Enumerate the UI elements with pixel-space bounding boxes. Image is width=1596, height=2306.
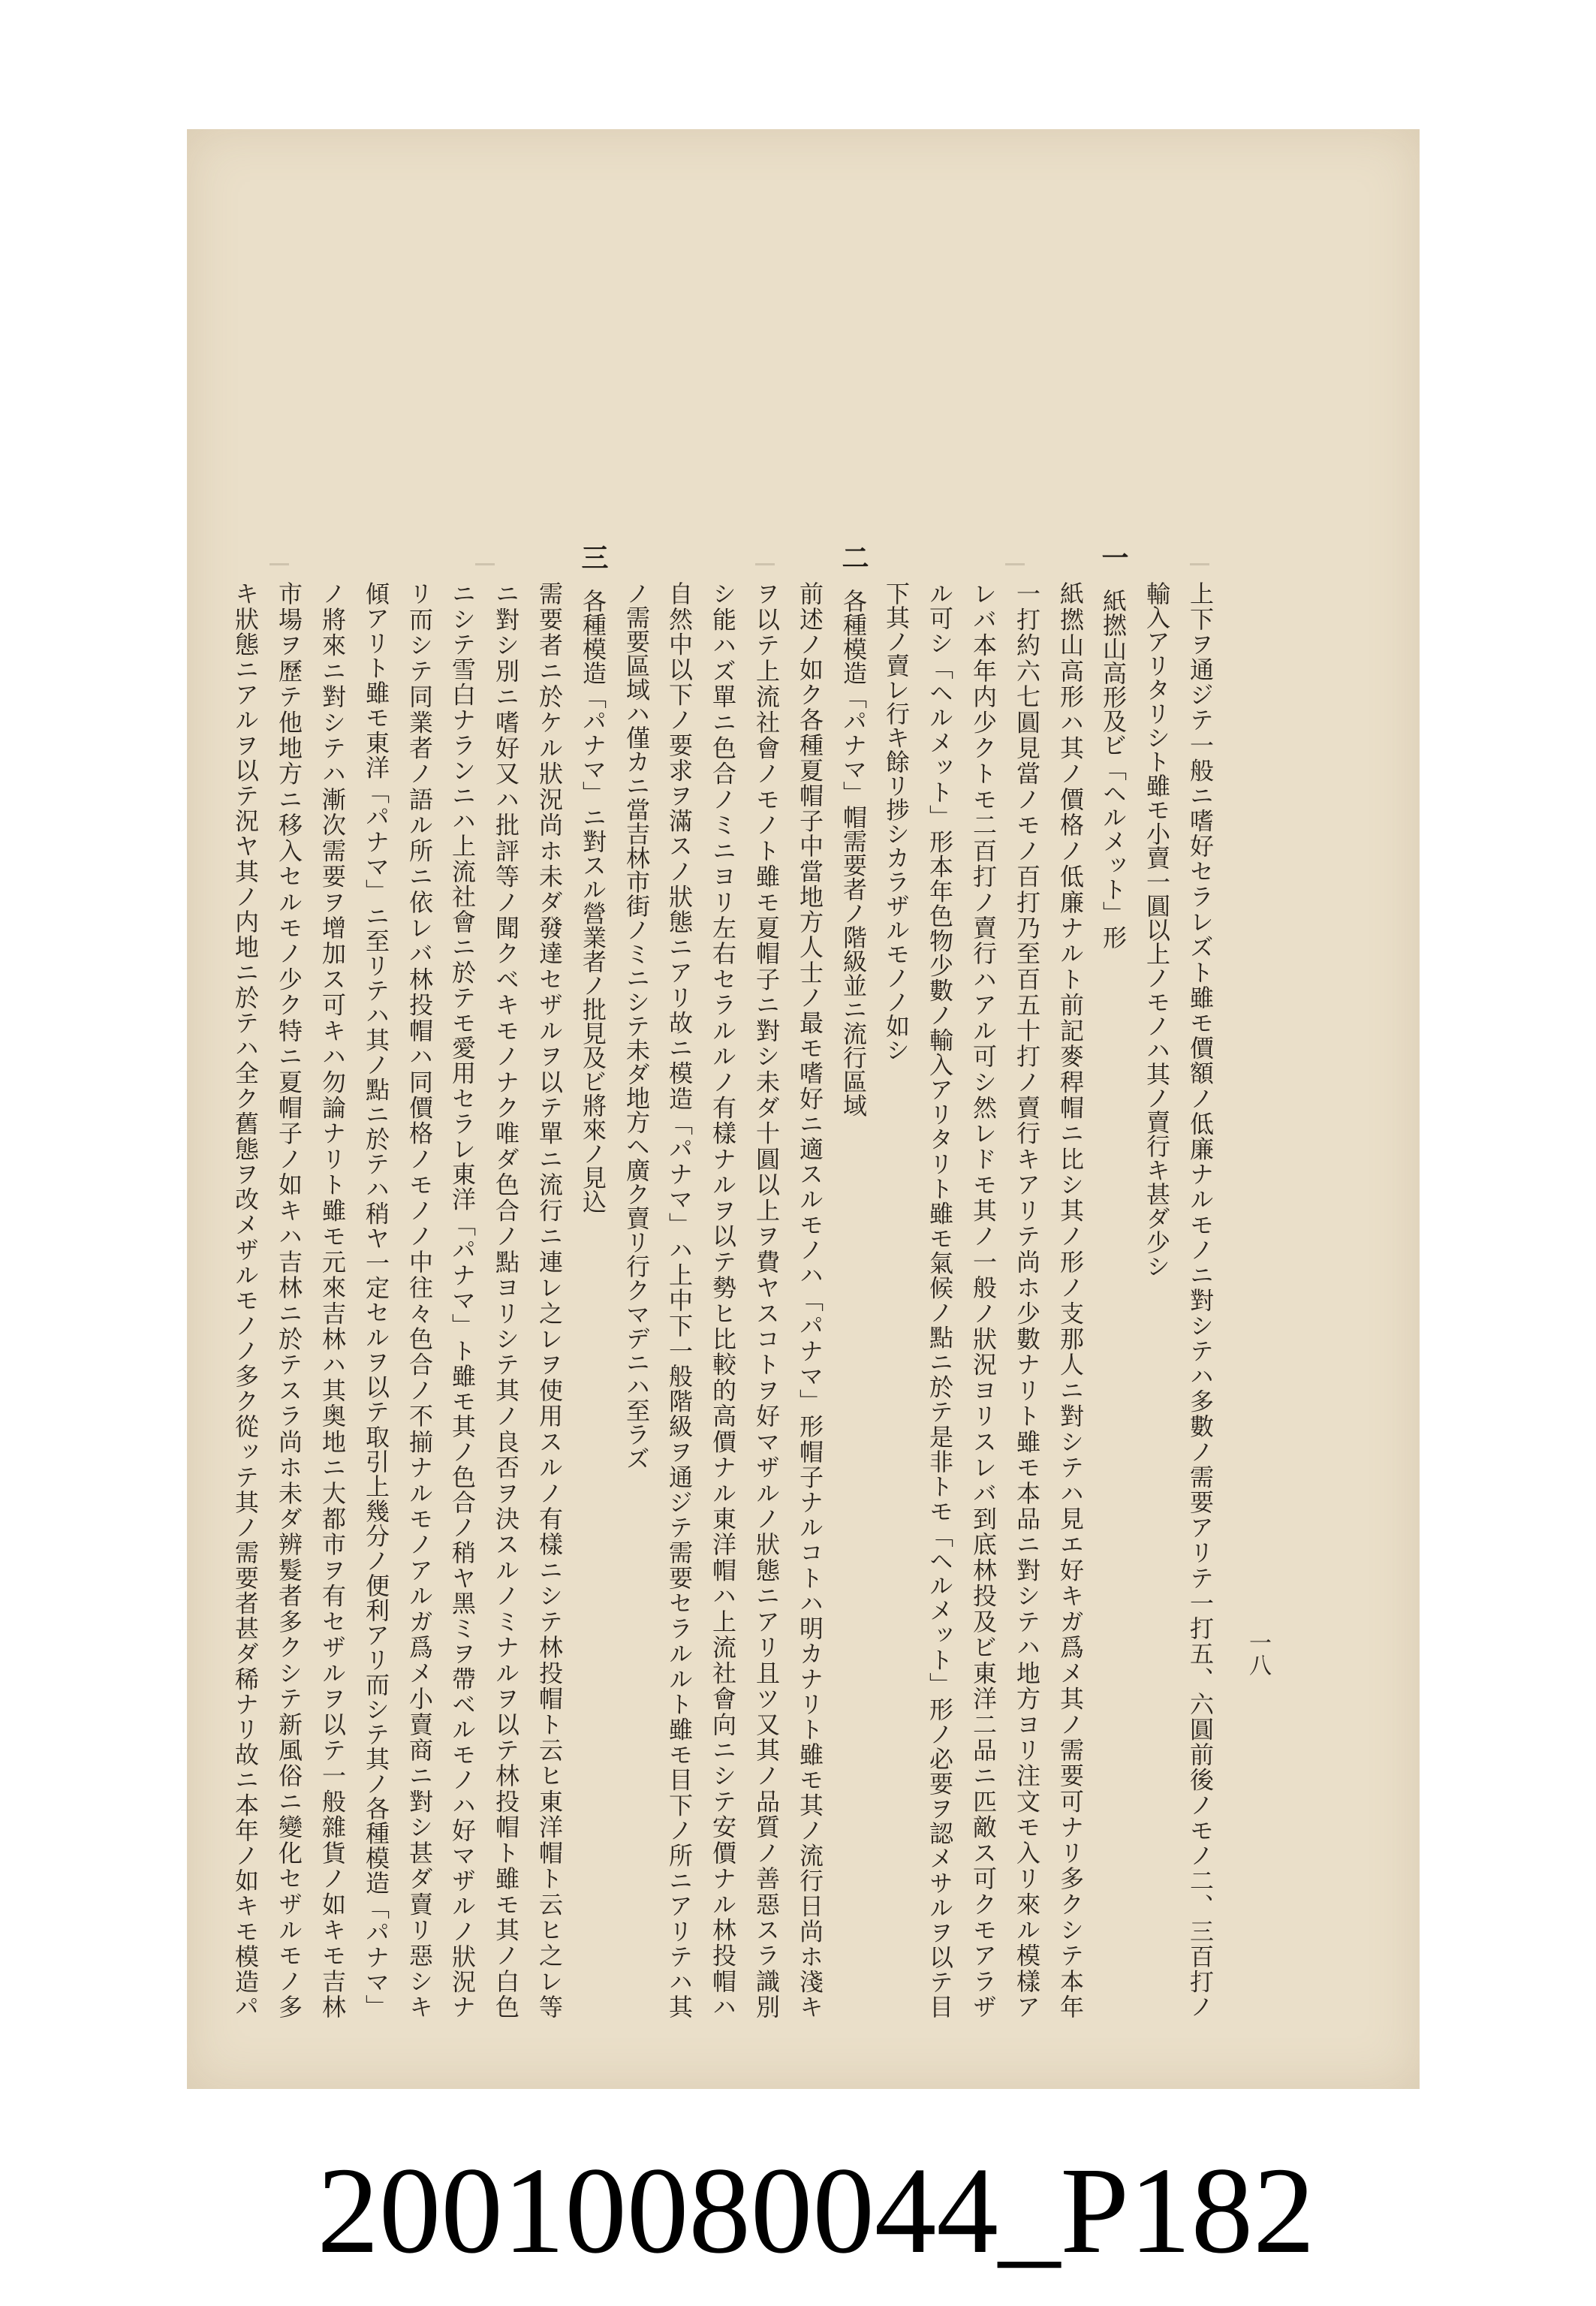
text-column: シ能ハズ單ニ色合ノミニヨリ左右セラルルノ有樣ナルヲ以テ勢ヒ比較的高價ナル東洋帽ハ上流社會向ニシテ安價ナル林投帽ハ	[709, 581, 737, 2018]
text-column: 上下ヲ通ジテ一般ニ嗜好セラレズト雖モ價額ノ低廉ナルモノニ對シテハ多數ノ需要アリテ一打五、六圓前後ノモノ二、三百打ノ	[1186, 581, 1215, 2018]
text-column: ノ將來ニ對シテハ漸次需要ヲ增加ス可キハ勿論ナリト雖モ元來吉林ハ其奥地ニ大都市ヲ有セザルヲ以テ一般雜貨ノ如キモ吉林	[318, 581, 347, 2018]
section-heading-3: 各種模造「パナマ」ニ對スル營業者ノ批見及ビ將來ノ見込	[579, 589, 607, 1213]
text-column: 前述ノ如ク各種夏帽子中當地方人士ノ最モ嗜好ニ適スルモノハ「パナマ」形帽子ナルコトハ明カナリト雖モ其ノ流行日尚ホ淺キ	[796, 581, 824, 2018]
text-column: リ而シテ同業者ノ語ル所ニ依レバ林投帽ハ同價格ノモノノ中往々色合ノ不揃ナルモノアルガ爲メ小賣商ニ對シ甚ダ賣リ惡シキ	[405, 581, 434, 2018]
text-column: 市場ヲ歷テ他地方ニ移入セルモノ少ク特ニ夏帽子ノ如キハ吉林ニ於テスラ尚ホ未ダ辨髮者多クシテ新風俗ニ變化セザルモノ多	[275, 581, 303, 2018]
show-through-mark	[1190, 563, 1209, 565]
document-page	[187, 129, 1420, 2089]
section-marker-2: 二	[838, 544, 869, 571]
text-column: 紙撚山高形ハ其ノ價格ノ低廉ナルト前記麥稈帽ニ比シ其ノ形ノ支那人ニ對シテハ見エ好キガ爲メ其ノ需要可ナリ多クシテ本年	[1056, 581, 1085, 2018]
section-marker-3: 三	[577, 544, 609, 571]
text-column: 輸入アリタリシト雖モ小賣一圓以上ノモノハ其ノ賣行キ甚ダ少シ	[1143, 581, 1171, 1278]
show-through-mark	[270, 563, 289, 565]
archive-caption: 20010080044_P182	[317, 2148, 1315, 2276]
section-heading-2: 各種模造「パナマ」帽需要者ノ階級並ニ流行區域	[839, 589, 868, 1117]
show-through-mark	[475, 563, 495, 565]
section-marker-1: 一	[1098, 544, 1129, 571]
text-column: 傾アリト雖モ東洋「パナマ」ニ至リテハ其ノ點ニ於テハ稍ヤ一定セルヲ以テ取引上幾分ノ便利アリ而シテ其ノ各種模造「パナマ」	[362, 581, 390, 2018]
text-column: キ狀態ニアルヲ以テ況ヤ其ノ内地ニ於テハ全ク舊態ヲ改メザルモノノ多ク從ッテ其ノ需要者甚ダ稀ナリ故ニ本年ノ如キモ模造パ	[231, 581, 260, 2018]
text-column: 下其ノ賣レ行キ餘リ捗シカラザルモノノ如シ	[882, 581, 911, 1062]
text-column: ノ需要區域ハ僅カニ當吉林市街ノミニシテ未ダ地方ヘ廣ク賣リ行クマデニハ至ラズ	[622, 581, 651, 1470]
text-column: ル可シ「ヘルメット」形本年色物少數ノ輸入アリタリト雖モ氣候ノ點ニ於テ是非トモ「ヘルメット」形ノ必要ヲ認メサルヲ以テ目	[926, 581, 954, 2018]
text-column: ニ對シ別ニ嗜好又ハ批評等ノ聞クベキモノナク唯ダ色合ノ點ヨリシテ其ノ良否ヲ決スルノミナルヲ以テ林投帽ト雖モ其ノ白色	[492, 581, 520, 2018]
page-number: 一八	[1245, 1631, 1271, 1676]
text-column: 一打約六七圓見當ノモノ百打乃至百五十打ノ賣行キアリテ尚ホ少數ナリト雖モ本品ニ對シテハ地方ヨリ注文モ入リ來ル模樣ア	[1013, 581, 1041, 2018]
text-column: 需要者ニ於ケル狀況尚ホ未ダ發達セザルヲ以テ單ニ流行ニ連レ之レヲ使用スルノ有樣ニシテ林投帽ト云ヒ東洋帽ト云ヒ之レ等	[535, 581, 564, 2018]
show-through-mark	[1005, 563, 1025, 565]
text-column: ヲ以テ上流社會ノモノト雖モ夏帽子ニ對シ未ダ十圓以上ヲ費ヤスコトヲ好マザルノ狀態ニアリ且ツ又其ノ品質ノ善惡スラ識別	[752, 581, 781, 2018]
text-column: ニシテ雪白ナランニハ上流社會ニ於テモ愛用セラレ東洋「パナマ」ト雖モ其ノ色合ノ稍ヤ黑ミヲ帶ベルモノハ好マザルノ狀況ナ	[448, 581, 477, 2018]
text-column: 自然中以下ノ要求ヲ滿スノ狀態ニアリ故ニ模造「パナマ」ハ上中下一般階級ヲ通ジテ需要セラルルト雖モ目下ノ所ニアリテハ其	[665, 581, 694, 2018]
section-heading-1: 紙撚山高形及ビ「ヘルメット」形	[1099, 589, 1128, 949]
show-through-mark	[755, 563, 775, 565]
text-column: レバ本年内少クトモ二百打ノ賣行ハアル可シ然レドモ其ノ一般ノ狀況ヨリスレバ到底林投及ビ東洋二品ニ匹敵ス可クモアラザ	[969, 581, 998, 2018]
